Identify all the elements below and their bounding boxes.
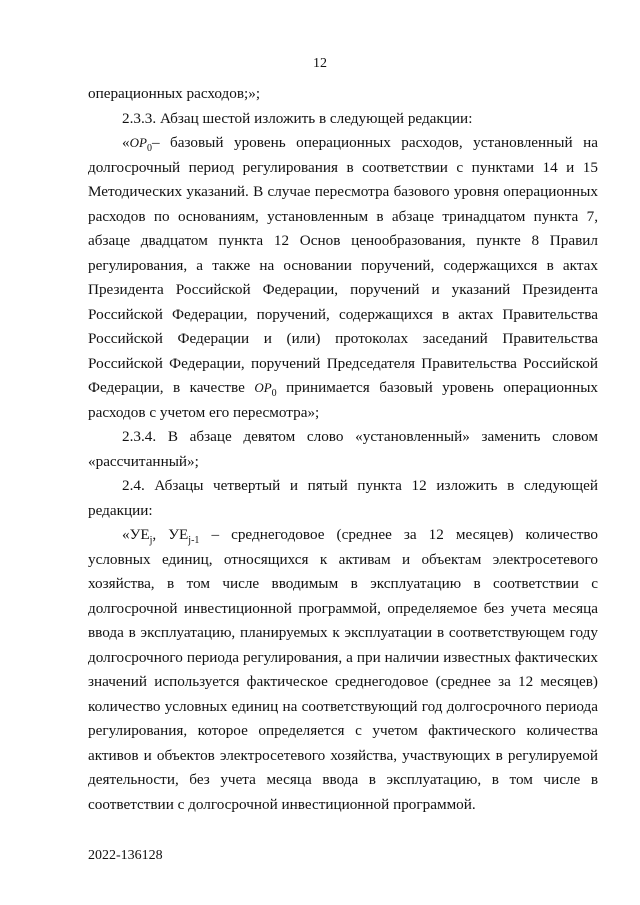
op-definition-text: – базовый уровень операционных расходов, установленный на долгосрочный период регулирования в соответствии с пунктами 14 и 15 Методических указаний. В случае пересмотра базового уровня операционных расходов по основаниям, установленным в абзаце тринадцатом пункта 7, абзаце двадцатом пункта 12 Основ ценообразования, пункте 8 Правил регулирования, а также на основании поручений, содержащихся в актах Президента Российской Федерации, поручений и указаний Президента Российской Федерации, поручений, содержащихся в актах Правительства Российской Федерации и (или) протоколах заседаний Правительства Российской Федерации, поручений Председателя Правительства Российской Федерации, в качестве xyxy=(88,134,598,396)
op-definition-tail: принимается базовый уровень операционных расходов с учетом его пересмотра»; xyxy=(88,379,598,421)
ue-definition-text: – среднегодовое (среднее за 12 месяцев) количество условных единиц, относящихся к активам и объектам электросетевого хозяйства, в том числе вводимым в эксплуатацию в соответствии с долгосрочной инвестиционной программой, определяемое без учета месяца ввода в эксплуатацию, планируемых к эксплуатации в соответствующем году долгосрочного периода регулирования, а при наличии известных фактических значений используется фактическое среднегодовое (среднее за 12 месяцев) количество условных единиц на соответствующий год долгосрочного периода регулирования, которое определяется с учетом фактического количества активов и объектов электросетевого хозяйства, участвующих в регулируемой деятельности, без учета месяца ввода в эксплуатацию, в том числе в соответствии с долгосрочной инвестиционной программой. xyxy=(88,526,598,813)
op-symbol-inline: OP xyxy=(254,380,272,395)
paragraph-ue-definition xyxy=(88,523,598,817)
document-body xyxy=(88,82,598,817)
op-subscript-inline: 0 xyxy=(271,388,277,400)
ue-subscript-j-1: j-1 xyxy=(188,535,200,547)
open-quote: « xyxy=(122,134,130,151)
op-symbol: OP xyxy=(129,135,147,150)
ue-open: «УЕ xyxy=(122,526,150,543)
paragraph-op0-definition xyxy=(88,131,598,425)
paragraph-2-4: 2.4. Абзацы четвертый и пятый пункта 12 изложить в следующей редакции: xyxy=(88,477,598,519)
paragraph-2-3-3: 2.3.3. Абзац шестой изложить в следующей редакции: xyxy=(122,109,473,127)
paragraph-continuation: операционных расходов;»; xyxy=(88,85,261,102)
op-subscript: 0 xyxy=(146,143,152,155)
paragraph-2-3-4: 2.3.4. В абзаце девятом слово «установленный» заменить словом «рассчитанный»; xyxy=(88,428,598,470)
page-number: 12 xyxy=(313,56,327,71)
ue-subscript-j: j xyxy=(149,535,153,547)
document-code: 2022-136128 xyxy=(88,848,163,863)
ue-mid: , УЕ xyxy=(152,526,189,543)
